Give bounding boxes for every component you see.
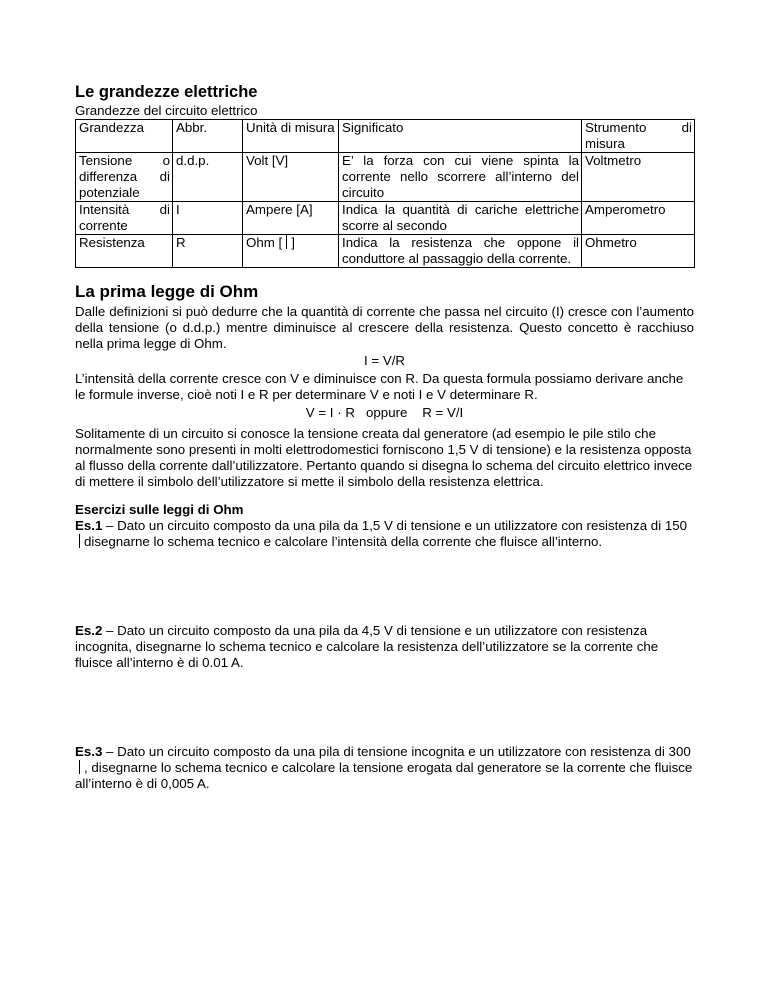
formula-inverse: V = I · R oppure R = V/I <box>305 405 464 420</box>
table-row <box>76 235 695 268</box>
quantities-table <box>75 119 695 268</box>
table-row <box>76 202 695 235</box>
exercise-2: Es.2 – Dato un circuito composto da una pila da 4,5 V di tensione e un utilizzatore con resistenza incognita, disegnarne lo schema tecnico e calcolare la resistenza dell’utilizzatore se la corrente che fluisce all’interno è di 0.01 A. <box>75 623 659 670</box>
header-unita: Unità di misura <box>243 120 339 153</box>
cell-grandezza: Tensione o differenza di potenziale <box>76 153 173 202</box>
section-title-ohm: La prima legge di Ohm <box>75 282 259 301</box>
paragraph-3: Solitamente di un circuito si conosce la tensione creata dal generatore (ad esempio le pile stilo che normalmente sono presenti in molti elettrodomestici forniscono 1,5 V di tensione) e la resistenza opposta al flusso della corrente dall’utilizzatore. Pertanto quando si disegna lo schema del circuito elettrico invece di mettere il simbolo dell’utilizzatore si mette il simbolo della resistenza elettrica. <box>75 426 693 489</box>
table-caption: Grandezze del circuito elettrico <box>75 103 258 118</box>
cell-strumento: Ohmetro <box>582 235 695 268</box>
paragraph-2: L’intensità della corrente cresce con V e diminuisce con R. Da questa formula possiamo derivare anche le formule inverse, cioè noti I e R per determinare V e noti I e V determinare R. <box>75 371 684 402</box>
cell-significato: Indica la quantità di cariche elettriche scorre al secondo <box>339 202 582 235</box>
exercise-1: Es.1 – Dato un circuito composto da una pila da 1,5 V di tensione e un utilizzatore con resistenza di 150disegnarne lo schema tecnico e calcolare l’intensità della corrente che fluisce all’interno. <box>75 518 688 549</box>
exercise-3: Es.3 – Dato un circuito composto da una pila di tensione incognita e un utilizzatore con resistenza di 300, disegnarne lo schema tecnico e calcolare la tensione erogata dal generatore se la corrente che fluisce all’interno è di 0,005 A. <box>75 744 693 791</box>
omega-symbol-icon <box>286 235 287 249</box>
cell-unita: Volt [V] <box>243 153 339 202</box>
omega-symbol-icon <box>79 760 80 774</box>
formula-ohm: I = V/R <box>363 353 405 368</box>
cell-significato: E’ la forza con cui viene spinta la corrente nello scorrere all’interno del circuito <box>339 153 582 202</box>
cell-abbr: d.d.p. <box>173 153 243 202</box>
header-grandezza: Grandezza <box>76 120 173 153</box>
cell-unita: Ampere [A] <box>243 202 339 235</box>
table-header-row <box>76 120 695 153</box>
cell-strumento: Amperometro <box>582 202 695 235</box>
cell-unita: Ohm [ ] <box>243 235 339 268</box>
cell-abbr: I <box>173 202 243 235</box>
section-title-grandezze: Le grandezze elettriche <box>75 83 258 101</box>
header-significato: Significato <box>339 120 582 153</box>
cell-grandezza: Resistenza <box>76 235 173 268</box>
omega-symbol-icon <box>79 534 80 548</box>
exercises-title: Esercizi sulle leggi di Ohm <box>75 502 244 517</box>
cell-grandezza: Intensità di corrente <box>76 202 173 235</box>
cell-significato: Indica la resistenza che oppone il conduttore al passaggio della corrente. <box>339 235 582 268</box>
document-page <box>75 82 694 792</box>
header-abbr: Abbr. <box>173 120 243 153</box>
cell-abbr: R <box>173 235 243 268</box>
paragraph-1: Dalle definizioni si può dedurre che la quantità di corrente che passa nel circuito (I) cresce con l’aumento della tensione (o d.d.p.) mentre diminuisce al crescere della resistenza. Questo concetto è racchiuso nella prima legge di Ohm. <box>75 304 694 351</box>
header-strumento: Strumento di misura <box>582 120 695 153</box>
cell-strumento: Voltmetro <box>582 153 695 202</box>
table-row <box>76 153 695 202</box>
